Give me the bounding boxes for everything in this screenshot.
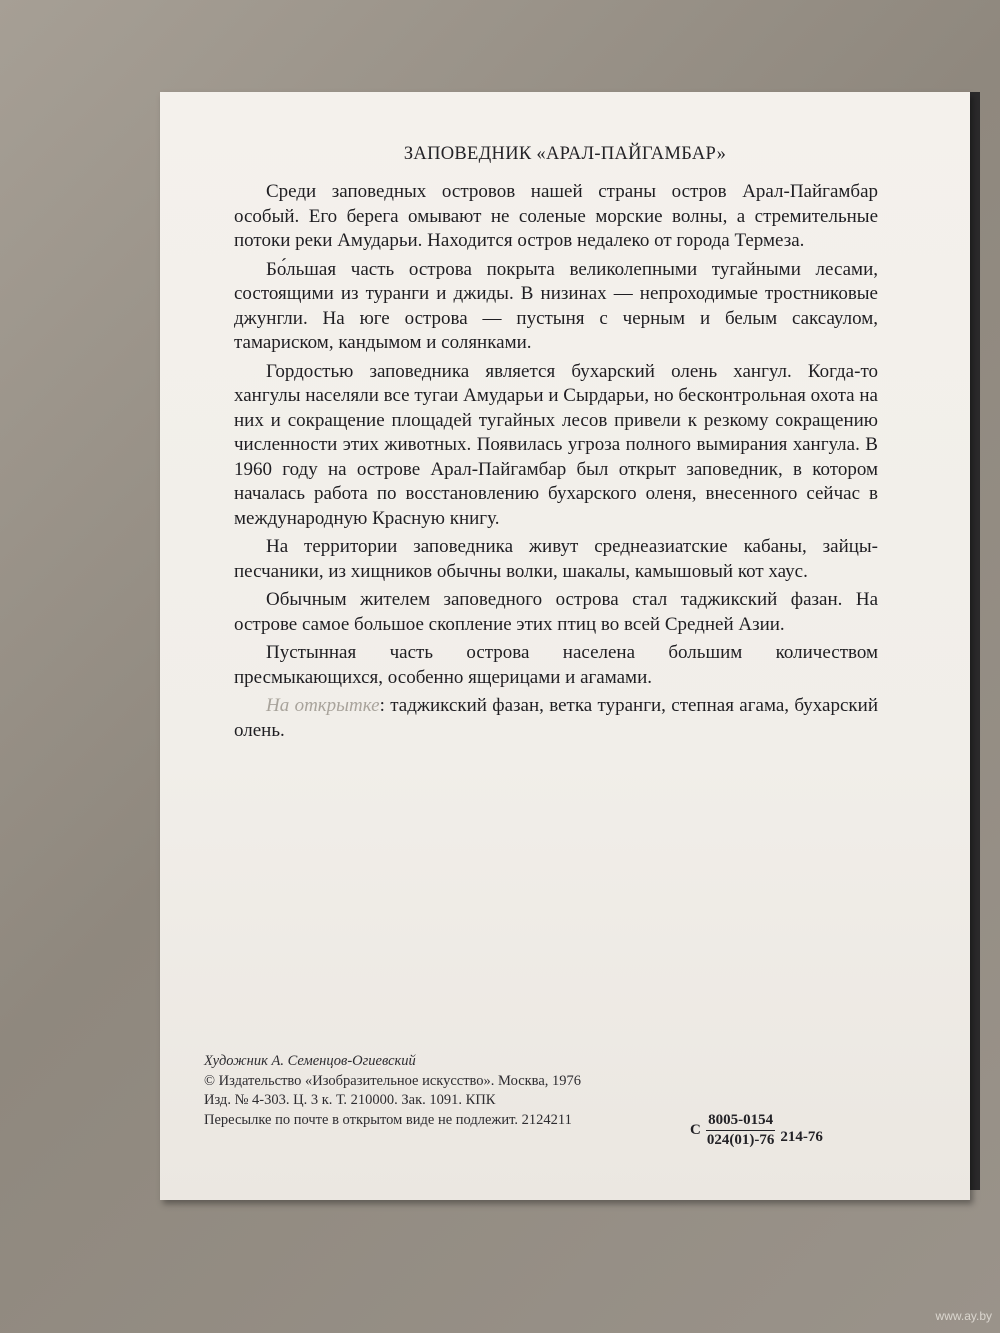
imprint-mail-note: Пересылке по почте в открытом виде не подлежит. 2124211 [204, 1111, 572, 1128]
code-letter: С [690, 1122, 701, 1138]
imprint-block [204, 1052, 664, 1130]
code-suffix: 214-76 [780, 1129, 823, 1145]
code-denominator: 024(01)-76 [706, 1132, 775, 1148]
paragraph-reptiles: Пустынная часть острова населена большим количеством пресмыкающихся, особенно ящерицами и агамами. [234, 642, 878, 688]
paragraph-intro: Среди заповедных островов нашей страны остров Арал-Пайгамбар особый. Его берега омывают не соленые морские волны, а стремительные потоки реки Амударьи. Находится остров недалеко от города Термеза. [234, 181, 878, 251]
paragraph-pheasant: Обычным жителем заповедного острова стал таджикский фазан. На острове самое большое скопление этих птиц во всей Средней Азии. [234, 589, 878, 635]
paragraph-mammals: На территории заповедника живут среднеазиатские кабаны, зайцы-песчаники, из хищников обычны волки, шакалы, камышовый кот хаус. [234, 536, 878, 582]
postcard-back [160, 92, 970, 1200]
paragraph-deer: Гордостью заповедника является бухарский олень хангул. Когда-то хангулы населяли все тугаи Амударьи и Сырдарьи, но бесконтрольная охота на них и сокращение площадей тугайных лесов привели к резкому сокращению численности этих животных. Появилась угроза полного вымирания хангула. В 1960 году на острове Арал-Пайгамбар был открыт заповедник, в котором началась работа по восстановлению бухарского оленя, внесенного сейчас в международную Красную книгу. [234, 360, 878, 529]
imprint-artist [204, 1052, 664, 1072]
imprint-publisher: © Издательство «Изобразительное искусство». Москва, 1976 [204, 1072, 582, 1089]
catalog-code [690, 1112, 823, 1149]
note-label: На открытке [266, 695, 380, 716]
code-fraction [705, 1112, 777, 1149]
page-title: ЗАПОВЕДНИК «АРАЛ-ПАЙГАМБАР» [403, 144, 727, 164]
imprint-edition: Изд. № 4-303. Ц. 3 к. Т. 210000. Зак. 1091. КПК [204, 1092, 496, 1108]
watermark: www.ay.by [935, 1309, 992, 1323]
paragraph-postcard-note [234, 694, 878, 743]
paragraph-vegetation: Бо́льшая часть острова покрыта великолепными тугайными лесами, состоящими из туранги и джиды. В низинах — непроходимые тростниковые джунгли. На юге острова — пустыня с черным и белым саксаулом, тамариском, кандымом и солянками. [234, 258, 878, 353]
artist-name: А. Семенцов-Огиевский [271, 1053, 416, 1069]
artist-prefix: Художник [204, 1053, 272, 1069]
note-text: : таджикский фазан, ветка туранги, степная агама, бухарский олень. [234, 695, 878, 741]
article-body [234, 180, 878, 747]
code-numerator: 8005-0154 [706, 1112, 775, 1131]
